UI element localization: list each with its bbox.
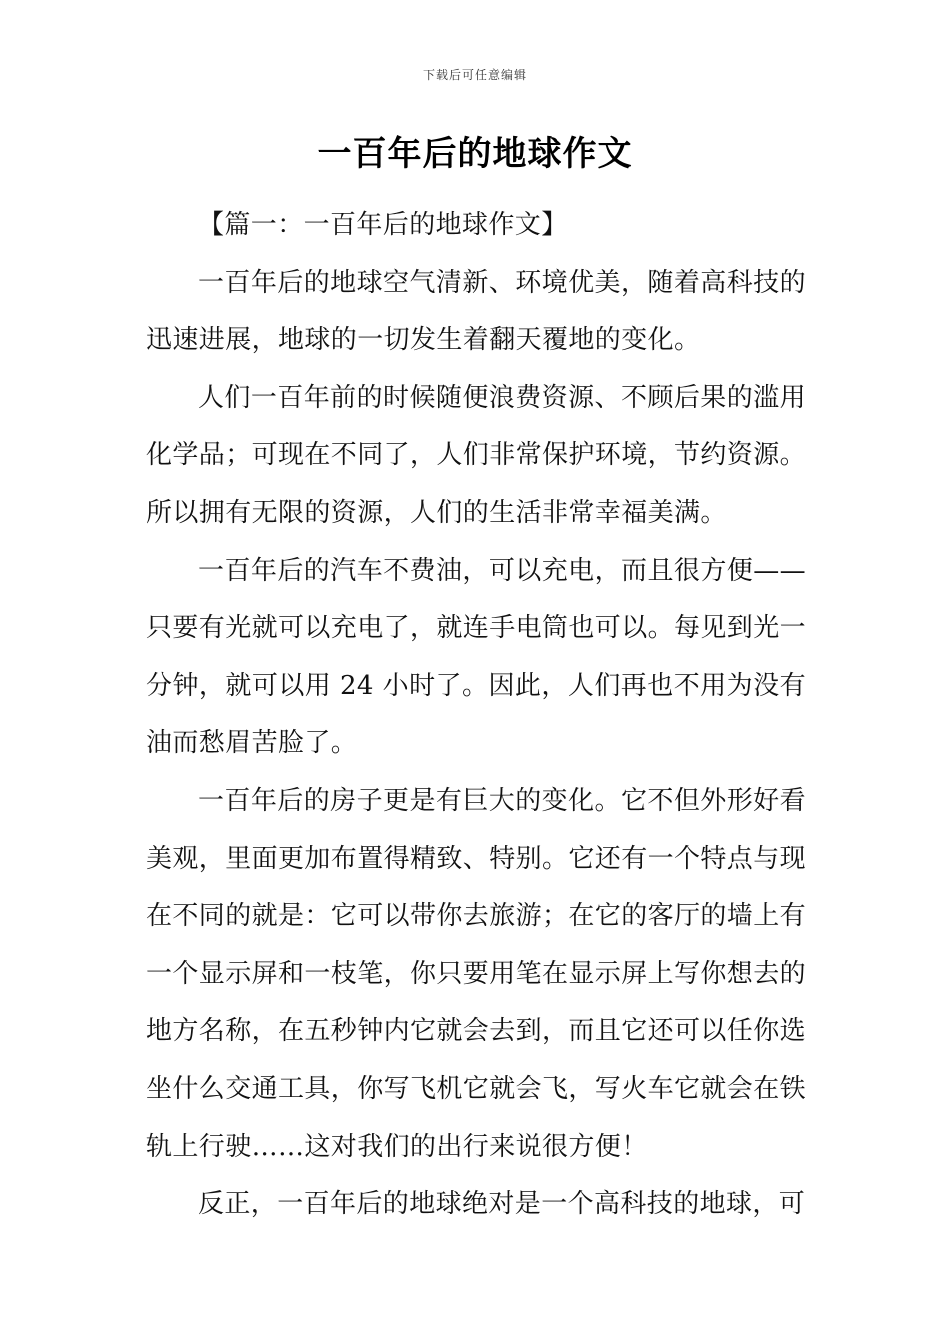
document-body (146, 197, 806, 1234)
paragraph: 一百年后的汽车不费油，可以充电，而且很方便——只要有光就可以充电了，就连手电筒也可以。每见到光一分钟，就可以用 24 小时了。因此，人们再也不用为没有油而愁眉苦脸了。 (146, 555, 807, 759)
paragraph: 一百年后的地球空气清新、环境优美，随着高科技的迅速进展，地球的一切发生着翻天覆地的变化。 (146, 267, 806, 356)
paragraph: 反正，一百年后的地球绝对是一个高科技的地球，可 (198, 1189, 806, 1220)
document-title: 一百年后的地球作文 (317, 134, 633, 174)
paragraph: 人们一百年前的时候随便浪费资源、不顾后果的滥用化学品；可现在不同了，人们非常保护环境，节约资源。所以拥有无限的资源，人们的生活非常幸福美满。 (146, 382, 807, 528)
paragraph: 一百年后的房子更是有巨大的变化。它不但外形好看美观，里面更加布置得精致、特别。它还有一个特点与现在不同的就是：它可以带你去旅游；在它的客厅的墙上有一个显示屏和一枝笔，你只要用笔在显示屏上写你想去的地方名称，在五秒钟内它就会去到，而且它还可以任你选坐什么交通工具，你写飞机它就会飞，写火车它就会在铁轨上行驶……这对我们的出行来说很方便！ (146, 785, 807, 1162)
section-heading: 【篇一：一百年后的地球作文】 (198, 210, 568, 240)
header-note: 下载后可任意编辑 (422, 68, 527, 82)
